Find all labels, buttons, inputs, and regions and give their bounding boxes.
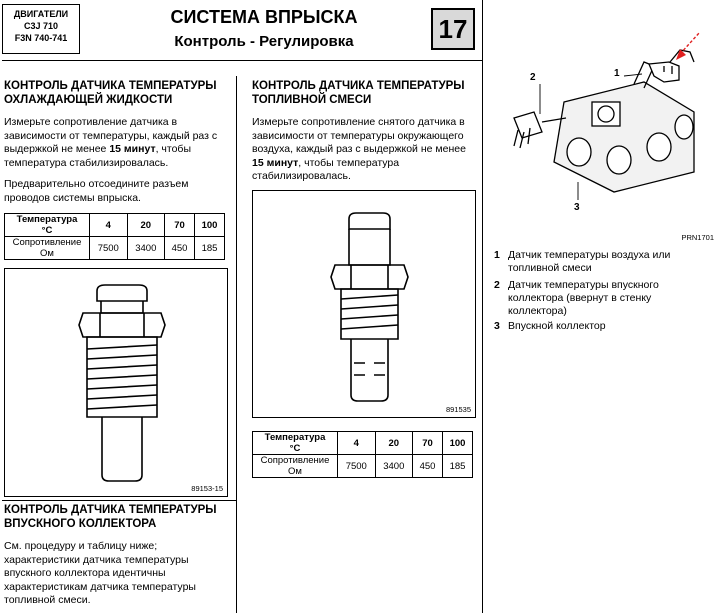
text-line: См. процедуру и таблицу ниже; [4, 540, 158, 552]
text-line: Предварительно отсоедините разъем [4, 178, 189, 190]
sec1-paragraph1 [4, 116, 234, 170]
figure-code: 89153-15 [191, 484, 223, 493]
table-header-cell: 20 [127, 214, 165, 237]
sec3-heading-line1: КОНТРОЛЬ ДАТЧИКА ТЕМПЕРАТУРЫ [4, 504, 217, 516]
legend-number: 2 [494, 279, 500, 291]
mixture-sensor-figure [252, 190, 476, 418]
table-row [5, 214, 225, 237]
table-header-cell: 4 [338, 432, 376, 455]
cell-text: °C [289, 443, 301, 454]
figure-code: 891535 [445, 405, 471, 414]
text-fragment: выдержкой не менее [4, 143, 110, 155]
table-row [5, 237, 225, 260]
text-bold: 15 минут [109, 143, 156, 155]
figure-code: PRN1701 [681, 233, 714, 242]
column-divider [236, 76, 237, 613]
engine-label: ДВИГАТЕЛИ [13, 9, 69, 19]
sec1-heading-line1: КОНТРОЛЬ ДАТЧИКА ТЕМПЕРАТУРЫ [4, 80, 217, 92]
legend-number: 1 [494, 249, 500, 261]
legend-text: коллектора (ввернут в стенку [508, 292, 652, 304]
sec1-paragraph2 [4, 178, 234, 205]
table-header-cell: 100 [195, 214, 225, 237]
sec2-paragraph [252, 116, 480, 184]
sec3-heading [4, 503, 234, 531]
sec3-heading-line2: ВПУСКНОГО КОЛЛЕКТОРА [4, 518, 157, 530]
table-header-cell: 20 [375, 432, 413, 455]
section-divider [2, 500, 236, 501]
text-line [4, 143, 234, 157]
legend-number: 3 [494, 320, 500, 332]
text-line: стабилизировалась. [252, 170, 351, 182]
text-line: зависимости от температуры, каждый раз с [4, 129, 218, 142]
sec1-heading [4, 79, 234, 107]
engine-code-2: F3N 740-741 [14, 33, 68, 43]
table-cell: 185 [443, 455, 473, 478]
mixture-sensor-table [252, 431, 473, 478]
sec2-heading-line1: КОНТРОЛЬ ДАТЧИКА ТЕМПЕРАТУРЫ [252, 80, 465, 92]
callout-2: 2 [530, 72, 536, 83]
text-line: характеристики датчика температуры [4, 553, 189, 566]
text-line: топливной смеси. [4, 594, 91, 606]
callout-3: 3 [574, 202, 580, 213]
legend-text: Впускной коллектор [508, 320, 606, 332]
coolant-sensor-figure [4, 268, 228, 497]
table-cell: 450 [165, 237, 195, 260]
text-line: Измерьте сопротивление снятого датчика в [252, 116, 465, 128]
mixture-sensor-drawing [253, 191, 475, 417]
table-cell: 3400 [375, 455, 413, 478]
cell-text: Ом [288, 466, 302, 477]
text-line: воздуха, каждый раз с выдержкой не менее [252, 143, 466, 155]
table-cell: 3400 [127, 237, 165, 260]
engine-codes-box [2, 4, 80, 54]
table-header-cell: 100 [443, 432, 473, 455]
manifold-drawing [494, 22, 716, 244]
coolant-sensor-table [4, 213, 225, 260]
cell-text: °C [41, 225, 53, 236]
engine-code-1: C3J 710 [23, 21, 59, 31]
cell-text: Температура [16, 214, 78, 225]
legend-item-3 [494, 320, 714, 333]
right-column-divider [482, 0, 483, 613]
callout-1: 1 [614, 68, 620, 79]
table-header-cell [253, 432, 338, 455]
table-cell: 450 [413, 455, 443, 478]
page-subtitle: Контроль - Регулировка [174, 33, 354, 50]
table-header-cell: 70 [165, 214, 195, 237]
manifold-figure [494, 22, 716, 244]
legend-text: Датчик температуры впускного [508, 279, 659, 291]
table-cell: 7500 [90, 237, 128, 260]
text-line: Измерьте сопротивление датчика в [4, 116, 178, 128]
coolant-sensor-drawing [5, 269, 227, 496]
legend-text: топливной смеси [508, 262, 592, 274]
table-row-label [5, 237, 90, 260]
legend-item-1 [494, 249, 714, 275]
text-line: проводов системы впрыска. [4, 191, 141, 204]
table-cell: 185 [195, 237, 225, 260]
table-row [253, 432, 473, 455]
text-line: впускного коллектора идентичны [4, 567, 166, 579]
text-bold: 15 минут [252, 156, 299, 169]
sec3-paragraph [4, 540, 234, 608]
text-line: зависимости от температуры окружающего [252, 129, 464, 142]
cell-text: Ом [40, 248, 54, 259]
table-header-cell: 4 [90, 214, 128, 237]
sec2-heading [252, 79, 480, 107]
chapter-number: 17 [431, 8, 475, 50]
sec2-heading-line2: ТОПЛИВНОЙ СМЕСИ [252, 94, 372, 106]
legend-text: Датчик температуры воздуха или [508, 249, 671, 261]
table-header-cell [5, 214, 90, 237]
cell-text: Сопротивление [12, 237, 82, 248]
cell-text: Сопротивление [260, 455, 330, 466]
sec1-heading-line2: ОХЛАЖДАЮЩЕЙ ЖИДКОСТИ [4, 94, 173, 106]
page-title: СИСТЕМА ВПРЫСКА [170, 7, 358, 27]
header-divider [2, 60, 482, 61]
table-row-label [253, 455, 338, 478]
text-line: температура стабилизировалась. [4, 156, 169, 169]
cell-text: Температура [264, 432, 326, 443]
text-fragment: , чтобы [155, 143, 191, 155]
table-cell: 7500 [338, 455, 376, 478]
table-row [253, 455, 473, 478]
legend-text: коллектора) [508, 305, 567, 317]
text-fragment: , чтобы температура [298, 156, 400, 169]
table-header-cell: 70 [413, 432, 443, 455]
text-line [252, 157, 480, 171]
legend-item-2 [494, 279, 714, 318]
text-line: характеристикам датчика температуры [4, 580, 196, 593]
